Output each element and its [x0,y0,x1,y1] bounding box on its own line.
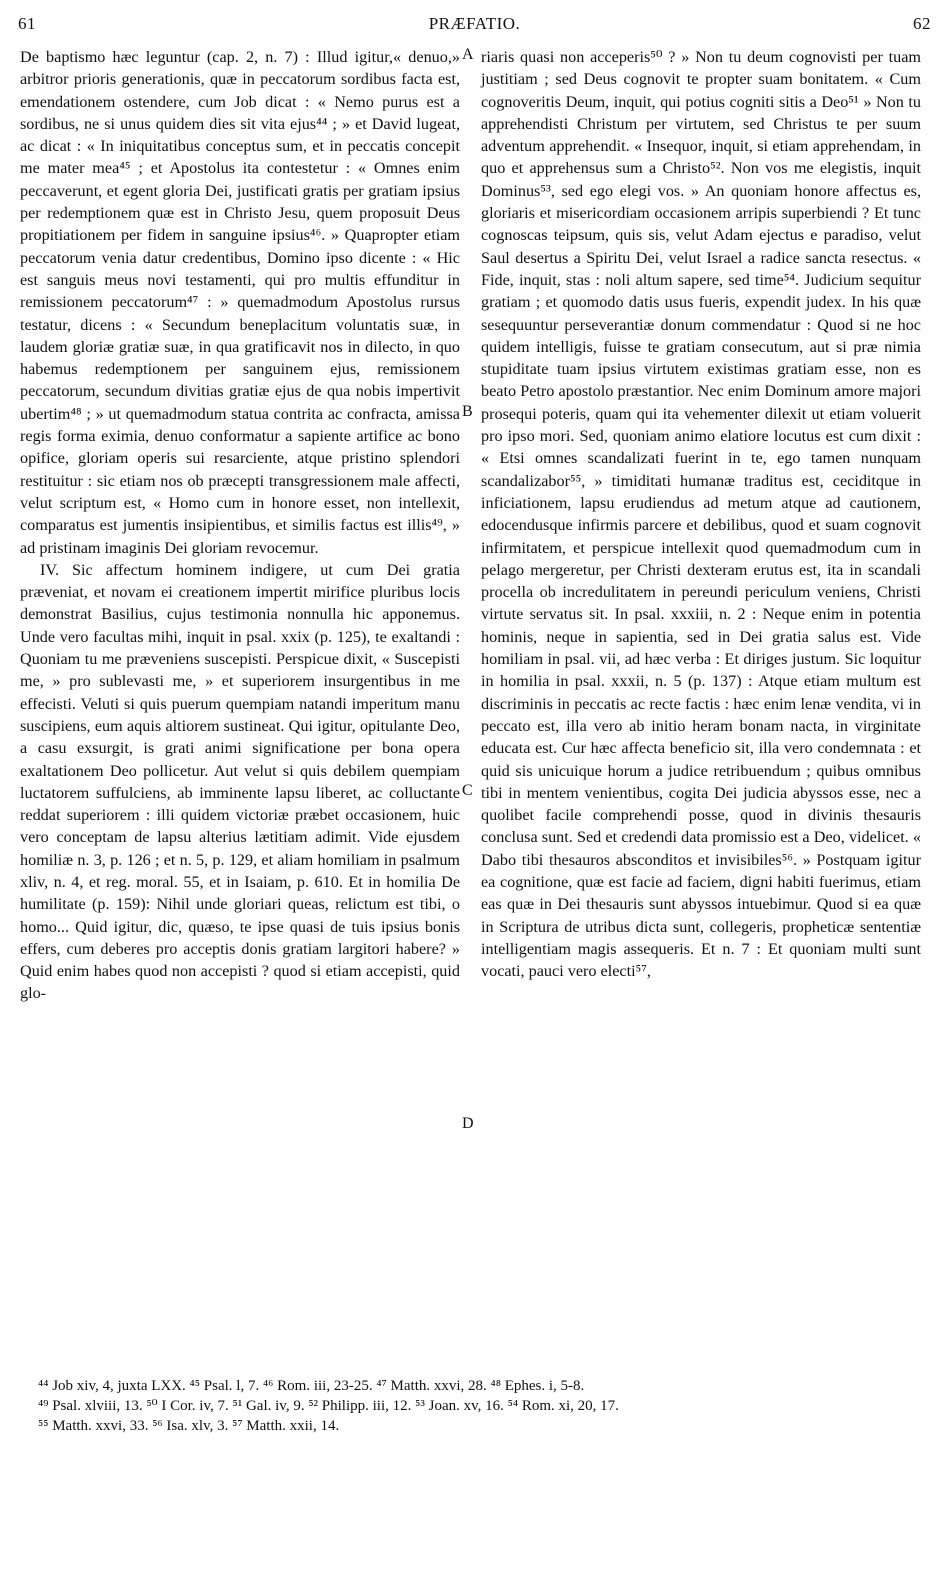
right-column [481,46,921,982]
section-marker-c: C [462,782,473,799]
section-marker-a: A [462,46,474,63]
footnote-line-1: ⁴⁴ Job xiv, 4, juxta LXX. ⁴⁵ Psal. l, 7. ⁴⁶ Rom. iii, 23-25. ⁴⁷ Matth. xxvi, 28. ⁴⁸ Ephes. i, 5-8. [38,1378,585,1394]
left-paragraph-2: IV. Sic affectum hominem indigere, ut cum Dei gratia præveniat, et novam ei creationem impertit mirifice pluribus locis demonstrat Basilius, cujus testimonia nonnulla hic apponemus. Unde vero facultas mihi, inquit in psal. xxix (p. 125), te exaltandi : Quoniam tu me præveniens suscepisti. Perspicue dixit, « Suscepisti me, » pro sublevasti me, » et superiorem insurgentibus in me effecisti. Veluti si quis puerum quempiam natandi imperitum manu suscipiens, eum aquis altiorem sustineat. Qui igitur, opitulante Deo, a casu exsurgit, is grati animi significatione per bona opera exaltationem Deo pollicetur. Aut velut si quis debilem quempiam luctatorem suffulciens, ab imminente lapsu liberet, ac colluctante reddat superiorem : illi quidem victoriæ præbet occasionem, huic vero conceptam de lapsu alterius lætitiam adimit. Vide ejusdem homiliæ n. 3, p. 126 ; et n. 5, p. 129, et aliam homiliam in psalmum xliv, n. 4, et reg. moral. 55, et in Isaiam, p. 610. Et in homilia De humilitate (p. 159): Nihil unde gloriari queas, relictum est tibi, o homo... Quid igitur, dic, quæso, te ipse quasi de tuis ipsius bonis effers, cum deberes pro acceptis donis gratiam largitori habere? » Quid enim habes quod non accepisti ? quod si etiam accepisti, quid glo- [20,560,460,1003]
page-number-left: 61 [18,14,36,33]
left-column [20,46,460,1005]
left-paragraph-1: De baptismo hæc leguntur (cap. 2, n. 7) : Illud igitur,« denuo,» arbitror prioris generationis, quæ in peccatorum sordibus facta est, emendationem ostendere, cum Job dicat : « Nemo purus est a sordibus, ne si unus quidem dies sit vita ejus⁴⁴ ; » et David lugeat, ac dicat : « In iniquitatibus conceptus sum, et in peccatis concepit me mater mea⁴⁵ ; et Apostolus ita contestetur : « Omnes enim peccaverunt, et egent gloria Dei, justificati gratis per gratiam ipsius per redemptionem quæ est in Christo Jesu, quem proposuit Deus propitiationem per fidem in sanguine ipsius⁴⁶. » Quapropter etiam peccatorum venia datur credentibus, Domino ipso dicente : « Hic est sanguis meus novi testamenti, qui pro multis effunditur in remissionem peccatorum⁴⁷ : » quemadmodum Apostolus rursus testatur, dicens : « Secundum beneplacitum voluntatis suæ, in laudem gloriæ gratiæ suæ, in qua gratificavit nos in dilecto, in quo habemus redemptionem per sanguinem ejus, remissionem peccatorum, secundum divitias gratiæ ejus de qua nobis impertivit ubertim⁴⁸ ; » ut quemadmodum statua contrita ac confracta, amissa regis forma eximia, denuo conformatur a sapiente artifice ac bono opifice, gloriam operis sui resarciente, atque pristino splendori restituitur : sic etiam nos ob præcepti transgressionem male affecti, velut scriptum est, « Homo cum in honore esset, non intellexit, comparatus est jumentis insipientibus, et similis factus est illis⁴⁹, » ad pristinam imaginis Dei gloriam revocemur. [20,48,460,557]
section-marker-b: B [462,403,473,420]
footnotes [38,1376,927,1436]
footnote-line-2: ⁴⁹ Psal. xlviii, 13. ⁵⁰ I Cor. iv, 7. ⁵¹ Gal. iv, 9. ⁵² Philipp. iii, 12. ⁵³ Joan. xv, 16. ⁵⁴ Rom. xi, 20, 17. [38,1398,619,1414]
page-number-right: 62 [913,14,931,33]
running-title: PRÆFATIO. [428,14,521,33]
page-header [18,14,931,42]
section-marker-d: D [462,1115,474,1132]
right-paragraph-1: riaris quasi non acceperis⁵⁰ ? » Non tu deum cognovisti per tuam justitiam ; sed Deus cognovit te propter suam bonitatem. « Cum cognoveritis Deum, inquit, qui potius cogniti sitis a Deo⁵¹ » Non tu apprehendisti Christum per virtutem, sed Christus te per suum adventum apprehendit. « Insequor, inquit, si etiam apprehendam, in quo et apprehensus sum a Christo⁵². Non vos me elegistis, inquit Dominus⁵³, sed ego elegi vos. » An quoniam honore affectus es, gloriaris et misericordiam occasionem arripis superbiendi ? Et tunc cognoscas teipsum, quis sis, velut Adam ejectus e paradiso, velut Saul desertus a Spiritu Dei, velut Israel a radice sancta resectus. « Fide, inquit, stas : noli altum sapere, sed time⁵⁴. Judicium sequitur gratiam ; et quomodo datis usus fueris, expendit judex. In his quæ sesequuntur perseverantiæ donum commendatur : Quod si ne hoc quidem intelligis, fuisse te gratiam consecutum, aut si præ nimia stupiditate tuam ipsius virtutem existimas gratiam esse, non es beato Petro apostolo præstantior. Nec enim Dominum amore majori prosequi poteris, quam qui ita vehementer dilexit ut etiam voluerit pro ipso mori. Sed, quoniam animo elatiore locutus est cum dixit : « Etsi omnes scandalizati fuerint in te, ego tamen nunquam scandalizabor⁵⁵, » timiditati humanæ traditus est, ceciditque in inficiationem, lapsu erudiendus ad metum atque ad cautionem, edocendusque infirmis parcere et debilibus, quod et suam cognovit infirmitatem, et perspicue intellexit quod quemadmodum cum in pelago mergeretur, per Christi dexteram erutus est, ita in scandali procella ob incredulitatem in pereundi periculum veniens, Christi virtute servatus sit. In psal. xxxiii, n. 2 : Neque enim in potentia hominis, neque in sapientia, sed in Dei gratia salus est. Vide homiliam in psal. vii, ad hæc verba : Et diriges justum. Sic loquitur in homilia in psal. xxxii, n. 5 (p. 137) : Atque etiam multum est discriminis in peccatis ac recte factis : hæc enim lenæ vendita, vi in peccato est, illa vero ab initio heram bonam nacta, in virginitate educata est. Cur hæc affecta beneficio sit, illa vero condemnata : et quid sis unicuique horum a judice retribuendum ; quibus omnibus tibi in mentem venientibus, cogita Dei judicia abyssos esse, nec a quolibet facile comprehendi posse, quod in divinis thesauris conclusa sunt. Sed et credendi data promissio est a Deo, videlicet. « Dabo tibi thesauros absconditos et invisibiles⁵⁶. » Postquam igitur ea cognitione, quæ est facie ad faciem, digni habiti fuerimus, etiam eas quæ in Dei thesauris sunt abyssos intuebimur. Quod si ea quæ in Scriptura de utribus dicta sunt, collegeris, propheticæ sententiæ intelligentiam magis assequeris. Et n. 7 : Et quoniam multi sunt vocati, pauci vero electi⁵⁷, [481,48,921,981]
footnote-line-3: ⁵⁵ Matth. xxvi, 33. ⁵⁶ Isa. xlv, 3. ⁵⁷ Matth. xxii, 14. [38,1418,340,1434]
